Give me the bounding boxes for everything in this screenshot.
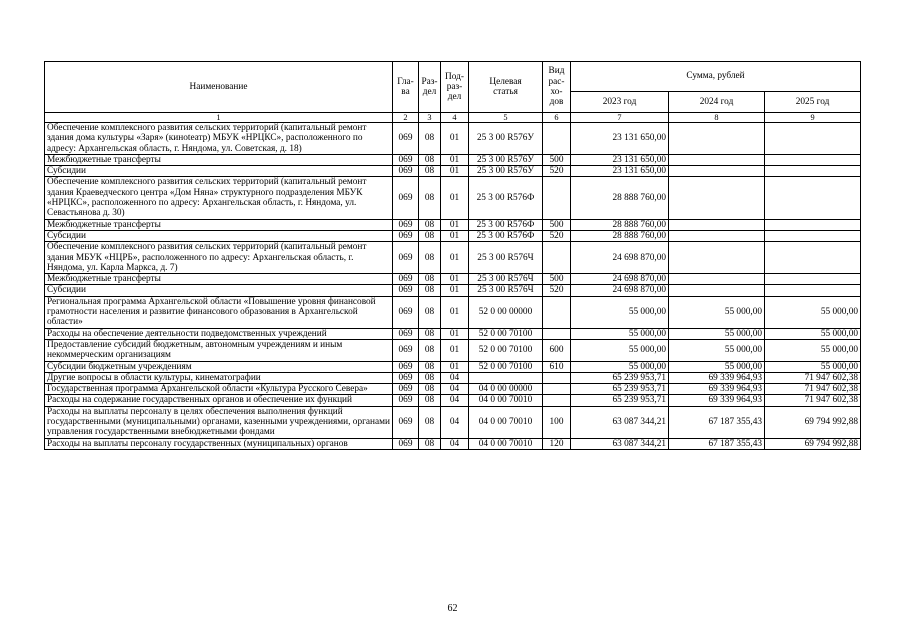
cell-podrazdel: 01 (441, 274, 469, 285)
cell-sum-2023: 28 888 760,00 (571, 177, 669, 219)
table-row (45, 154, 861, 165)
cell-glava: 069 (393, 438, 419, 449)
cell-target: 25 3 00 R576Ф (469, 219, 543, 230)
cell-podrazdel: 01 (441, 296, 469, 328)
cell-sum-2024: 55 000,00 (669, 296, 765, 328)
cell-target: 25 3 00 R576Ф (469, 230, 543, 241)
cell-target: 52 0 00 00000 (469, 296, 543, 328)
cell-sum-2025 (765, 177, 861, 219)
cell-sum-2024 (669, 166, 765, 177)
cell-sum-2025: 69 794 992,88 (765, 438, 861, 449)
table-row (45, 285, 861, 296)
cell-vid: 610 (543, 361, 571, 372)
column-number: 7 (571, 113, 669, 123)
cell-sum-2023: 24 698 870,00 (571, 274, 669, 285)
header-year-2025: 2025 год (765, 92, 861, 113)
column-number: 3 (419, 113, 441, 123)
cell-glava: 069 (393, 123, 419, 155)
table-row (45, 395, 861, 406)
cell-razdel: 08 (419, 242, 441, 274)
cell-sum-2025 (765, 242, 861, 274)
cell-name: Межбюджетные трансферты (45, 219, 393, 230)
cell-name: Обеспечение комплексного развития сельских территорий (капитальный ремонт здания дома культуры «Заря» (киноteатр) МБУК «НРЦКС», расположенного по адресу: Архангельская область, г. Няндома, ул. Советская, д. 18) (45, 123, 393, 155)
cell-vid: 520 (543, 166, 571, 177)
cell-razdel: 08 (419, 154, 441, 165)
cell-glava: 069 (393, 230, 419, 241)
table-row (45, 438, 861, 449)
column-number: 1 (45, 113, 393, 123)
table-body (45, 123, 861, 450)
cell-target: 25 3 00 R576Ч (469, 242, 543, 274)
cell-target: 25 3 00 R576Ф (469, 177, 543, 219)
cell-sum-2025 (765, 274, 861, 285)
cell-target (469, 372, 543, 383)
cell-sum-2024: 55 000,00 (669, 361, 765, 372)
cell-glava: 069 (393, 274, 419, 285)
cell-target: 04 0 00 00000 (469, 384, 543, 395)
cell-sum-2023: 24 698 870,00 (571, 285, 669, 296)
cell-sum-2025: 55 000,00 (765, 361, 861, 372)
cell-podrazdel: 01 (441, 219, 469, 230)
cell-vid (543, 395, 571, 406)
cell-sum-2025 (765, 123, 861, 155)
cell-razdel: 08 (419, 219, 441, 230)
cell-vid (543, 177, 571, 219)
cell-glava: 069 (393, 219, 419, 230)
cell-podrazdel: 01 (441, 328, 469, 339)
table-row (45, 296, 861, 328)
cell-glava: 069 (393, 395, 419, 406)
cell-vid: 500 (543, 219, 571, 230)
cell-sum-2025: 71 947 602,38 (765, 395, 861, 406)
cell-razdel: 08 (419, 296, 441, 328)
cell-podrazdel: 04 (441, 438, 469, 449)
header-glava: Гла- ва (393, 62, 419, 113)
table-row (45, 274, 861, 285)
cell-glava: 069 (393, 339, 419, 361)
cell-vid: 600 (543, 339, 571, 361)
header-vid: Вид рас- хо- дов (543, 62, 571, 113)
cell-sum-2024 (669, 219, 765, 230)
table-row (45, 219, 861, 230)
cell-sum-2023: 55 000,00 (571, 339, 669, 361)
column-numbers-row (45, 113, 861, 123)
cell-podrazdel: 01 (441, 166, 469, 177)
cell-razdel: 08 (419, 395, 441, 406)
cell-razdel: 08 (419, 285, 441, 296)
cell-sum-2023: 55 000,00 (571, 328, 669, 339)
cell-vid (543, 328, 571, 339)
cell-target: 25 3 00 R576У (469, 166, 543, 177)
cell-razdel: 08 (419, 177, 441, 219)
cell-name: Региональная программа Архангельской области «Повышение уровня финансовой грамотности населения и развитие финансового образования в Архангельской области» (45, 296, 393, 328)
table-row (45, 361, 861, 372)
cell-sum-2025: 55 000,00 (765, 328, 861, 339)
cell-razdel: 08 (419, 384, 441, 395)
table-row (45, 406, 861, 438)
cell-vid: 100 (543, 406, 571, 438)
cell-glava: 069 (393, 384, 419, 395)
cell-sum-2023: 23 131 650,00 (571, 123, 669, 155)
cell-sum-2024 (669, 242, 765, 274)
cell-podrazdel: 01 (441, 230, 469, 241)
cell-name: Обеспечение комплексного развития сельских территорий (капитальный ремонт здания Краеведческого центра «Дом Няна» структурного подразделения МБУК «НРЦКС», расположенного по адресу: Архангельская область, г. Няндома, ул. Севастьянова д. 30) (45, 177, 393, 219)
cell-sum-2023: 23 131 650,00 (571, 154, 669, 165)
column-number: 5 (469, 113, 543, 123)
cell-sum-2023: 65 239 953,71 (571, 372, 669, 383)
cell-target: 25 3 00 R576У (469, 123, 543, 155)
cell-name: Расходы на обеспечение деятельности подведомственных учреждений (45, 328, 393, 339)
cell-sum-2023: 23 131 650,00 (571, 166, 669, 177)
cell-sum-2023: 55 000,00 (571, 361, 669, 372)
table-row (45, 384, 861, 395)
header-target: Целевая статья (469, 62, 543, 113)
cell-sum-2025 (765, 219, 861, 230)
cell-podrazdel: 01 (441, 339, 469, 361)
cell-target: 52 0 00 70100 (469, 361, 543, 372)
cell-vid (543, 384, 571, 395)
cell-podrazdel: 04 (441, 372, 469, 383)
cell-name: Расходы на содержание государственных органов и обеспечение их функций (45, 395, 393, 406)
table-row (45, 328, 861, 339)
cell-razdel: 08 (419, 372, 441, 383)
cell-sum-2025 (765, 154, 861, 165)
cell-sum-2025 (765, 166, 861, 177)
page-number: 62 (447, 603, 458, 614)
table-row (45, 166, 861, 177)
table-row (45, 372, 861, 383)
cell-razdel: 08 (419, 328, 441, 339)
cell-glava: 069 (393, 166, 419, 177)
cell-sum-2025 (765, 230, 861, 241)
cell-glava: 069 (393, 242, 419, 274)
cell-sum-2024 (669, 285, 765, 296)
cell-vid (543, 242, 571, 274)
cell-podrazdel: 04 (441, 406, 469, 438)
cell-podrazdel: 01 (441, 154, 469, 165)
cell-glava: 069 (393, 361, 419, 372)
cell-name: Субсидии (45, 166, 393, 177)
cell-name: Субсидии бюджетным учреждениям (45, 361, 393, 372)
cell-vid (543, 372, 571, 383)
cell-sum-2024 (669, 230, 765, 241)
table-row (45, 230, 861, 241)
cell-name: Государственная программа Архангельской области «Культура Русского Севера» (45, 384, 393, 395)
cell-vid: 500 (543, 274, 571, 285)
cell-sum-2024 (669, 154, 765, 165)
cell-podrazdel: 01 (441, 285, 469, 296)
cell-glava: 069 (393, 406, 419, 438)
cell-sum-2023: 28 888 760,00 (571, 230, 669, 241)
cell-razdel: 08 (419, 274, 441, 285)
cell-glava: 069 (393, 177, 419, 219)
cell-sum-2023: 65 239 953,71 (571, 384, 669, 395)
cell-sum-2025: 55 000,00 (765, 339, 861, 361)
cell-name: Субсидии (45, 230, 393, 241)
cell-vid: 520 (543, 285, 571, 296)
column-number: 9 (765, 113, 861, 123)
cell-sum-2023: 28 888 760,00 (571, 219, 669, 230)
cell-sum-2023: 63 087 344,21 (571, 438, 669, 449)
cell-name: Обеспечение комплексного развития сельских территорий (капитальный ремонт здания МБУК «НЦРБ», расположенного по адресу: Архангельская область, г. Няндома, ул. Карла Маркса, д. 7) (45, 242, 393, 274)
cell-target: 52 0 00 70100 (469, 339, 543, 361)
cell-target: 04 0 00 70010 (469, 395, 543, 406)
cell-glava: 069 (393, 285, 419, 296)
cell-sum-2024: 67 187 355,43 (669, 438, 765, 449)
cell-sum-2024: 55 000,00 (669, 339, 765, 361)
cell-name: Межбюджетные трансферты (45, 274, 393, 285)
cell-podrazdel: 04 (441, 384, 469, 395)
table-row (45, 123, 861, 155)
cell-sum-2025: 71 947 602,38 (765, 384, 861, 395)
cell-sum-2024: 69 339 964,93 (669, 395, 765, 406)
cell-podrazdel: 04 (441, 395, 469, 406)
header-name: Наименование (45, 62, 393, 113)
cell-name: Расходы на выплаты персоналу в целях обеспечения выполнения функций государственными (муниципальными) органами, казенными учреждениями, органами управления государственными внебюджетными фондами (45, 406, 393, 438)
cell-sum-2025: 69 794 992,88 (765, 406, 861, 438)
cell-razdel: 08 (419, 339, 441, 361)
cell-sum-2024 (669, 177, 765, 219)
cell-name: Межбюджетные трансферты (45, 154, 393, 165)
budget-table (44, 61, 861, 450)
cell-razdel: 08 (419, 123, 441, 155)
cell-sum-2024: 67 187 355,43 (669, 406, 765, 438)
cell-target: 25 3 00 R576Ч (469, 285, 543, 296)
cell-razdel: 08 (419, 406, 441, 438)
cell-sum-2024: 55 000,00 (669, 328, 765, 339)
cell-podrazdel: 01 (441, 361, 469, 372)
header-podrazdel: Под- раз- дел (441, 62, 469, 113)
cell-glava: 069 (393, 154, 419, 165)
cell-vid (543, 296, 571, 328)
cell-sum-2024 (669, 123, 765, 155)
cell-sum-2024: 69 339 964,93 (669, 372, 765, 383)
cell-glava: 069 (393, 372, 419, 383)
cell-podrazdel: 01 (441, 177, 469, 219)
column-number: 8 (669, 113, 765, 123)
cell-sum-2023: 55 000,00 (571, 296, 669, 328)
cell-target: 52 0 00 70100 (469, 328, 543, 339)
cell-vid (543, 123, 571, 155)
cell-sum-2024 (669, 274, 765, 285)
table-row (45, 339, 861, 361)
cell-target: 04 0 00 70010 (469, 438, 543, 449)
cell-name: Субсидии (45, 285, 393, 296)
cell-sum-2023: 24 698 870,00 (571, 242, 669, 274)
cell-sum-2025: 71 947 602,38 (765, 372, 861, 383)
cell-sum-2025 (765, 285, 861, 296)
cell-sum-2024: 69 339 964,93 (669, 384, 765, 395)
header-sum: Сумма, рублей (571, 62, 861, 92)
column-number: 4 (441, 113, 469, 123)
cell-glava: 069 (393, 328, 419, 339)
column-number: 2 (393, 113, 419, 123)
cell-target: 25 3 00 R576У (469, 154, 543, 165)
cell-razdel: 08 (419, 230, 441, 241)
cell-sum-2025: 55 000,00 (765, 296, 861, 328)
table-row (45, 177, 861, 219)
cell-name: Предоставление субсидий бюджетным, автономным учреждениям и иным некоммерческим организациям (45, 339, 393, 361)
column-number: 6 (543, 113, 571, 123)
cell-razdel: 08 (419, 438, 441, 449)
cell-sum-2023: 63 087 344,21 (571, 406, 669, 438)
cell-target: 25 3 00 R576Ч (469, 274, 543, 285)
cell-glava: 069 (393, 296, 419, 328)
header-year-2024: 2024 год (669, 92, 765, 113)
cell-name: Другие вопросы в области культуры, кинематографии (45, 372, 393, 383)
cell-podrazdel: 01 (441, 242, 469, 274)
header-year-2023: 2023 год (571, 92, 669, 113)
cell-vid: 120 (543, 438, 571, 449)
table-row (45, 242, 861, 274)
cell-razdel: 08 (419, 166, 441, 177)
cell-target: 04 0 00 70010 (469, 406, 543, 438)
cell-name: Расходы на выплаты персоналу государственных (муниципальных) органов (45, 438, 393, 449)
cell-podrazdel: 01 (441, 123, 469, 155)
cell-vid: 520 (543, 230, 571, 241)
cell-sum-2023: 65 239 953,71 (571, 395, 669, 406)
cell-vid: 500 (543, 154, 571, 165)
cell-razdel: 08 (419, 361, 441, 372)
header-razdel: Раз- дел (419, 62, 441, 113)
